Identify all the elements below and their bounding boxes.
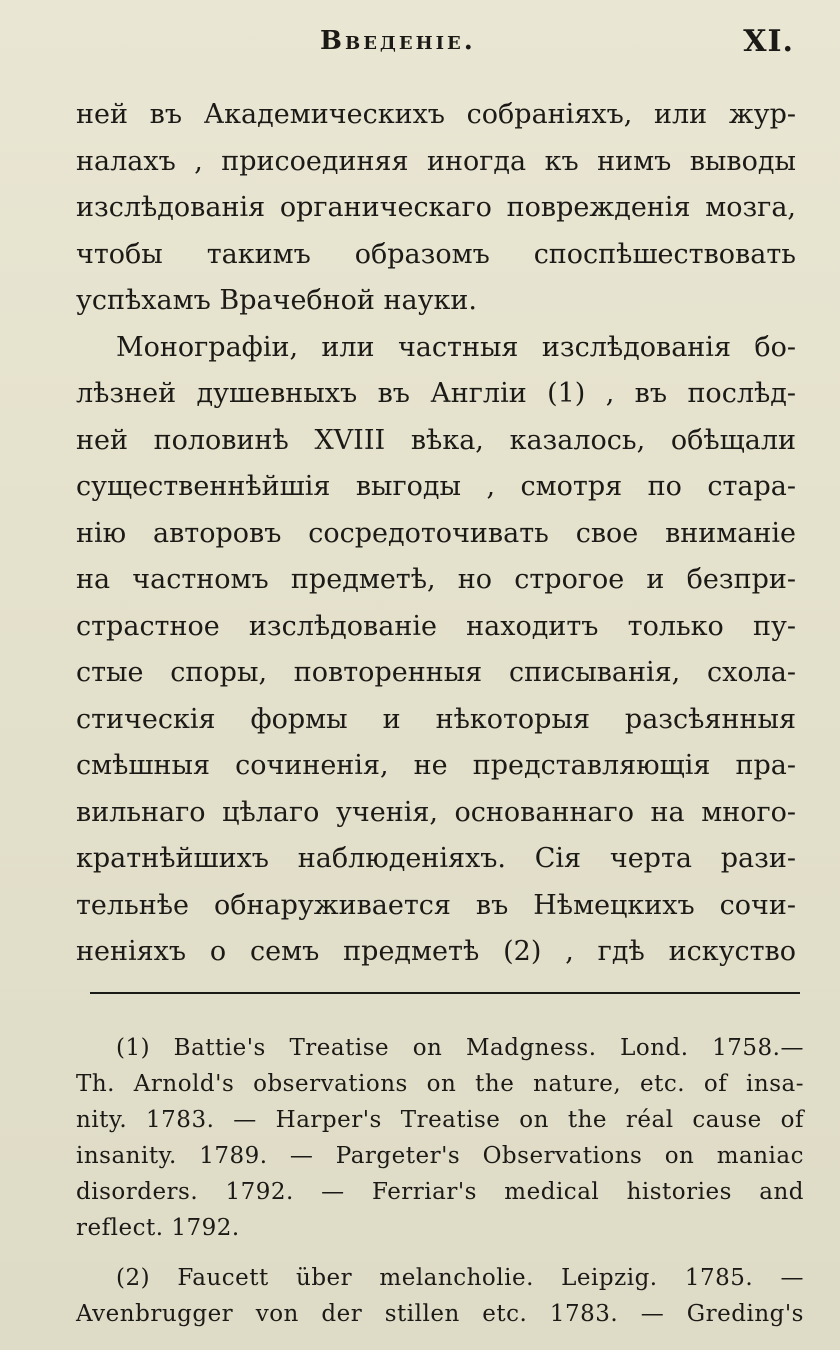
text-line: стическія формы и нѣкоторыя разсѣянныя <box>76 703 796 735</box>
main-text <box>76 92 796 976</box>
text-line: лѣзней душевныхъ въ Англіи (1) , въ послѣд- <box>76 378 796 409</box>
page-number: XI. <box>743 24 794 59</box>
footnote-line: (1) Battie's Treatise on Madgness. Lond. 1758.— <box>116 1035 804 1061</box>
text-line: успѣхамъ Врачебной науки. <box>76 285 477 316</box>
text-line: тельнѣе обнаруживается въ Нѣмецкихъ сочи- <box>76 889 796 921</box>
footnotes <box>76 1030 804 1332</box>
text-line: кратнѣйшихъ наблюденіяхъ. Сія черта рази- <box>76 843 796 874</box>
footnote-divider <box>90 992 800 994</box>
text-line: налахъ , присоединяя иногда къ нимъ выводы <box>76 145 796 177</box>
text-line: страстное изслѣдованіе находитъ только пу- <box>76 610 796 642</box>
text-line: чтобы такимъ образомъ споспѣшествовать <box>76 238 796 270</box>
text-line: существеннѣйшія выгоды , смотря по стара- <box>76 471 796 502</box>
text-line: неніяхъ о семъ предметѣ (2) , гдѣ искуство <box>76 936 796 967</box>
footnote-line: Avenbrugger von der stillen etc. 1783. — Greding's <box>76 1301 804 1327</box>
text-line: Монографіи, или частныя изслѣдованія бо- <box>116 331 796 363</box>
text-line: на частномъ предметѣ, но строгое и безпри- <box>76 564 796 595</box>
text-line: вильнаго цѣлаго ученія, основаннаго на много- <box>76 796 796 828</box>
footnote-line: reflect. 1792. <box>76 1215 240 1241</box>
text-line: ней половинѣ XVIII вѣка, казалось, обѣщали <box>76 424 796 456</box>
text-line: нію авторовъ сосредоточивать свое вниманіе <box>76 517 796 549</box>
footnote-line: (2) Faucett über melancholie. Leipzig. 1785. — <box>116 1265 804 1291</box>
text-line: изслѣдованія органическаго поврежденія мозга, <box>76 192 796 223</box>
running-header <box>0 22 840 62</box>
text-line: стые споры, повторенныя списыванія, схола- <box>76 657 796 688</box>
footnote-line: Th. Arnold's observations on the nature, etc. of insa- <box>76 1071 804 1097</box>
footnote-line: nity. 1783. — Harper's Treatise on the réal cause of <box>76 1107 804 1133</box>
text-line: ней въ Академическихъ собраніяхъ, или жур- <box>76 99 796 130</box>
footnote-line: insanity. 1789. — Pargeter's Observations on maniac <box>76 1143 804 1169</box>
text-line: смѣшныя сочиненія, не представляющія пра- <box>76 750 796 781</box>
running-title: Введеніе. <box>320 26 476 56</box>
footnote-line: disorders. 1792. — Ferriar's medical histories and <box>76 1179 804 1205</box>
